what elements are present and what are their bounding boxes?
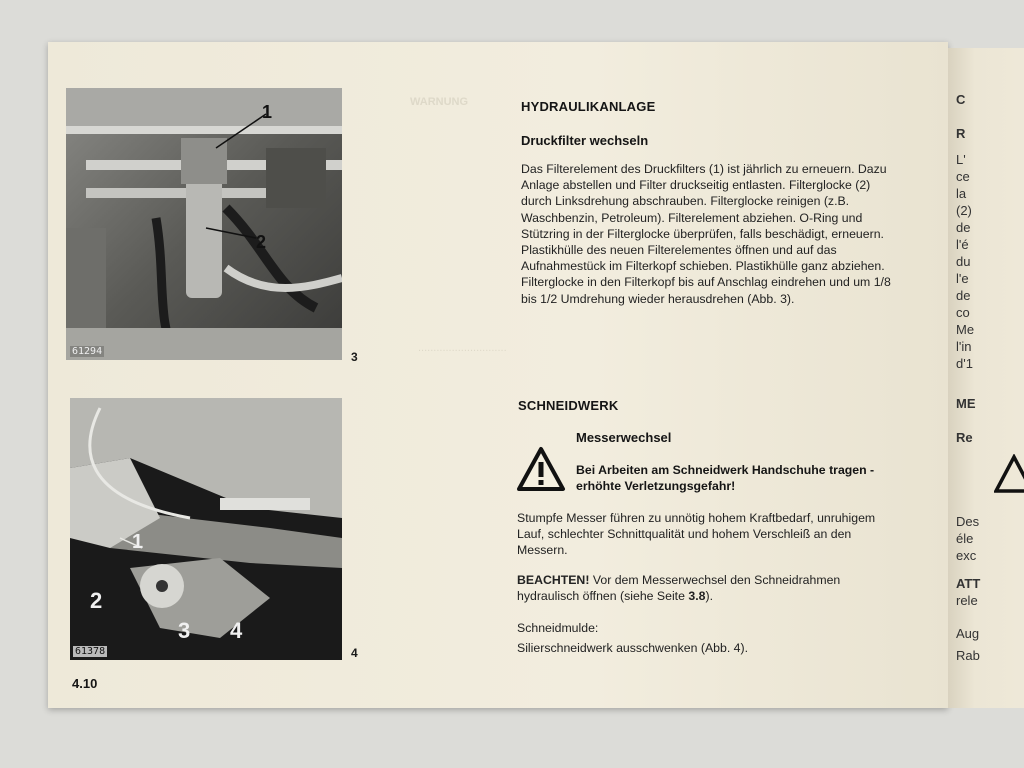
beachten-text: Vor dem Messerwechsel den Schneidrahmen hydraulisch öffnen (siehe Seite <box>517 573 841 604</box>
svg-text:2: 2 <box>256 232 267 252</box>
next-page-line: Aug <box>956 626 980 641</box>
hydraulik-paragraph-2: Filterglocke in den Filterkopf bis auf Anschlag eindrehen und um 1/8 bis 1/2 Umdrehung wieder herausdrehen (Abb. 3). <box>521 275 891 306</box>
page-number: 4.10 <box>72 676 98 691</box>
next-page-warning-icon <box>994 454 1024 494</box>
hydraulik-paragraph-1: Das Filterelement des Druckfilters (1) ist jährlich zu erneuern. Dazu Anlage abstellen und Filter druckseitig entlasten. Filterglocke (2) durch Linksdrehung abschrauben. Filterglocke reinigen (z.B. Waschbenzin, Petroleum). Filterelement abziehen. O-Ring und Stützring in der Filterglocke überprüfen, falls beschädigt, erneuern. Plastikhülle des neuen Filterelementes öffnen und auf das Aufnahmestück im Filterkopf schieben. Plastikhülle ganz abziehen. <box>521 162 887 274</box>
next-page-line: exc <box>956 548 977 563</box>
svg-text:1: 1 <box>262 102 273 122</box>
next-page-line: éle <box>956 531 974 546</box>
next-page-line: C <box>956 92 966 107</box>
next-page-line: rele <box>956 593 978 608</box>
beachten-note <box>517 572 889 604</box>
svg-text:3: 3 <box>178 618 191 643</box>
next-page-line: Re <box>956 430 973 445</box>
next-page-line: Me <box>956 322 975 337</box>
figure-4-number: 4 <box>351 646 358 660</box>
schneidmulde-text: Silierschneidwerk ausschwenken (Abb. 4). <box>517 641 749 655</box>
beachten-end: ). <box>705 589 713 604</box>
next-page-line: Des <box>956 514 980 529</box>
next-page-line: l'é <box>956 237 969 252</box>
hydraulik-body <box>521 161 893 307</box>
next-page-edge <box>948 48 1024 708</box>
next-page-line: R <box>956 126 966 141</box>
next-page-line: l'in <box>956 339 972 354</box>
beachten-page-ref: 3.8 <box>688 589 706 604</box>
figure-4-photo <box>70 398 342 660</box>
figure-3-number: 3 <box>351 350 358 364</box>
section-title-hydraulik: HYDRAULIKANLAGE <box>521 99 656 114</box>
next-page-line: d'1 <box>956 356 973 371</box>
subsection-title-messerwechsel: Messerwechsel <box>576 430 672 445</box>
warning-triangle-icon <box>516 446 566 492</box>
schneidwerk-paragraph-1: Stumpfe Messer führen zu unnötig hohem Kraftbedarf, unruhigem Lauf, schlechter Schnittqualität und hohem Verschleiß an den Messern. <box>517 511 876 558</box>
warning-text: Bei Arbeiten am Schneidwerk Handschuhe tragen - erhöhte Verletzungsgefahr! <box>576 463 875 494</box>
next-page-line: L' <box>956 152 966 167</box>
svg-text:1: 1 <box>132 531 144 553</box>
schneidmulde-label: Schneidmulde: <box>517 621 599 635</box>
next-page-line: l'e <box>956 271 969 286</box>
next-page-line: ce <box>956 169 970 184</box>
next-page-line: de <box>956 220 971 235</box>
section-title-schneidwerk: SCHNEIDWERK <box>518 398 619 413</box>
cutter-unit-illustration <box>70 398 342 660</box>
hydraulic-filter-illustration <box>66 88 342 360</box>
next-page-line: la <box>956 186 967 201</box>
svg-text:4: 4 <box>230 618 243 643</box>
next-page-line: de <box>956 288 971 303</box>
manual-page: 1 2 61294 3 1 2 3 4 61378 4 WARNUNG ............................. HYDRAULIKANLAGE Druckfilter wechseln Das Filterelement des Druckfilters (1) ist jährlich zu erneuern. Dazu Anlage abstellen und Filter druckseitig entlasten. Filterglocke (2) durch Linksdrehung abschrauben. Filterglocke reinigen (z.B. Waschbenzin, Petroleum). Filterelement abziehen. O-Ring und Stützring in der Filterglocke überprüfen, falls beschädigt, erneuern. Plastikhülle des neuen Filterelementes öffnen und auf das Aufnahmestück im Filterkopf schieben. Plastikhülle ganz abziehen. Filterglocke in den Filterkopf bis auf Anschlag eindrehen und um 1/8 bis 1/2 Umdrehung wieder herausdrehen (Abb. 3). SCHNEIDWERK Messerwechsel Bei Arbeiten am Schneidwerk Handschuhe tragen - erhöhte Verletzungsgefahr! Stumpfe Messer führen zu unnötig hohem Kraftbedarf, unruhigem Lauf, schlechter Schnittqualität und hohem Verschleiß an den Messern. BEACHTEN! Vor dem Messerwechsel den Schneidrahmen hydraulisch öffnen (siehe Seite 3.8). Schneidmulde: Silierschneidwerk ausschwenken (Abb. 4). 4.10 <box>48 42 948 708</box>
subsection-title-druckfilter: Druckfilter wechseln <box>521 133 649 148</box>
next-page-line: ME <box>956 396 976 411</box>
next-page-line: ATT <box>956 576 981 591</box>
beachten-label: BEACHTEN! <box>517 573 590 587</box>
next-page-line: du <box>956 254 971 269</box>
figure-4-photo-id: 61378 <box>75 646 106 657</box>
figure-3-photo <box>66 88 342 360</box>
next-page-line: co <box>956 305 970 320</box>
next-page-line: (2) <box>956 203 972 218</box>
svg-text:2: 2 <box>90 588 103 613</box>
figure-3-photo-id: 61294 <box>72 346 103 357</box>
next-page-line: Rab <box>956 648 980 663</box>
